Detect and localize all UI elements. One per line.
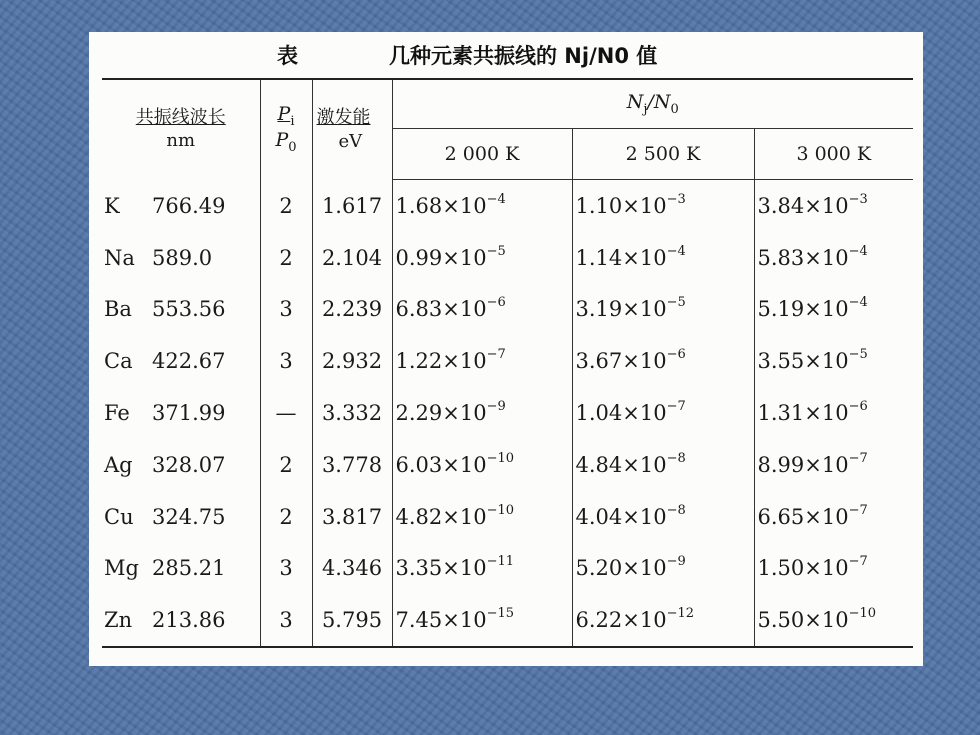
ratio-value-cell (392, 335, 572, 387)
ratio-value-cell (392, 387, 572, 439)
ratio-mantissa: 1.31×10 (757, 401, 849, 426)
ratio-mantissa: 3.55×10 (757, 349, 849, 374)
wavelength-value: 371.99 (152, 401, 226, 426)
element-symbol: Mg (104, 556, 139, 581)
resonance-line-table (102, 78, 913, 648)
header-temp-2000: 2 000 K (392, 129, 572, 180)
header-excitation-energy (312, 79, 392, 180)
table-row (102, 594, 913, 647)
ratio-mantissa: 8.99×10 (757, 452, 849, 477)
weight-ratio-cell: 2 (260, 232, 312, 284)
ratio-value-cell (754, 543, 913, 595)
ratio-mantissa: 6.22×10 (575, 608, 667, 633)
element-symbol: Fe (104, 401, 130, 426)
element-cell (102, 491, 260, 543)
ratio-value-cell (754, 387, 913, 439)
slide-content (89, 32, 923, 666)
ratio-exponent: −5 (848, 347, 868, 363)
ratio-exponent: −5 (486, 243, 506, 259)
ratio-mantissa: 3.84×10 (757, 193, 849, 218)
wavelength-value: 422.67 (152, 349, 226, 374)
ratio-exponent: −3 (848, 191, 868, 207)
ratio-value-cell (572, 180, 754, 232)
weight-ratio-cell: 3 (260, 284, 312, 336)
ratio-value-cell (572, 491, 754, 543)
ratio-mantissa: 4.82×10 (395, 504, 487, 529)
ratio-exponent: −7 (666, 399, 686, 415)
ratio-mantissa: 5.20×10 (575, 556, 667, 581)
table-row (102, 491, 913, 543)
header-temp-3000: 3 000 K (754, 129, 913, 180)
ratio-mantissa: 3.35×10 (395, 556, 487, 581)
ratio-exponent: −4 (848, 243, 868, 259)
ratio-value-cell (754, 439, 913, 491)
ratio-mantissa: 1.10×10 (575, 193, 667, 218)
element-symbol: Ba (104, 297, 132, 322)
ratio-value-cell (392, 180, 572, 232)
wavelength-value: 285.21 (152, 556, 226, 581)
excitation-energy-cell: 1.617 (312, 180, 392, 232)
ratio-value-cell (572, 284, 754, 336)
table-row (102, 387, 913, 439)
ratio-exponent: −10 (848, 606, 877, 622)
ratio-mantissa: 5.19×10 (757, 297, 849, 322)
element-cell (102, 387, 260, 439)
ratio-exponent: −7 (848, 554, 868, 570)
caption-label: 表 (277, 44, 298, 68)
ratio-value-cell (392, 232, 572, 284)
header-ratio: $N_j/N_0$ (392, 79, 913, 129)
ratio-value-cell (754, 491, 913, 543)
wavelength-value: 324.75 (152, 504, 226, 529)
table-row (102, 335, 913, 387)
header-wavelength-unit: nm (166, 129, 196, 151)
ratio-value-cell (754, 335, 913, 387)
ratio-value-cell (392, 594, 572, 647)
wavelength-value: 589.0 (152, 245, 213, 270)
ratio-exponent: −7 (848, 450, 868, 466)
ratio-exponent: −7 (486, 347, 506, 363)
header-wavelength (102, 79, 260, 180)
ratio-exponent: −4 (848, 295, 868, 311)
ratio-exponent: −8 (666, 502, 686, 518)
ratio-exponent: −5 (666, 295, 686, 311)
ratio-mantissa: 5.83×10 (757, 245, 849, 270)
ratio-value-cell (392, 284, 572, 336)
element-symbol: Na (104, 245, 135, 270)
excitation-energy-cell: 2.104 (312, 232, 392, 284)
excitation-energy-cell: 3.778 (312, 439, 392, 491)
header-pi: $P_i$ (277, 103, 295, 129)
excitation-energy-cell: 3.817 (312, 491, 392, 543)
element-cell (102, 439, 260, 491)
ratio-mantissa: 6.65×10 (757, 504, 849, 529)
ratio-exponent: −6 (486, 295, 506, 311)
ratio-value-cell (392, 439, 572, 491)
ratio-value-cell (392, 491, 572, 543)
ratio-value-cell (572, 543, 754, 595)
table-caption (89, 38, 923, 72)
table-row (102, 543, 913, 595)
element-symbol: Cu (104, 504, 134, 529)
ratio-mantissa: 3.67×10 (575, 349, 667, 374)
element-cell (102, 335, 260, 387)
ratio-mantissa: 4.84×10 (575, 452, 667, 477)
ratio-exponent: −11 (486, 554, 515, 570)
ratio-mantissa: 5.50×10 (757, 608, 849, 633)
ratio-mantissa: 6.03×10 (395, 452, 487, 477)
wavelength-value: 328.07 (152, 452, 226, 477)
header-p0: $P_0$ (275, 128, 297, 155)
wavelength-value: 553.56 (152, 297, 226, 322)
ratio-value-cell (392, 543, 572, 595)
ratio-exponent: −3 (666, 191, 686, 207)
weight-ratio-cell: 3 (260, 543, 312, 595)
ratio-exponent: −10 (486, 450, 515, 466)
ratio-value-cell (572, 594, 754, 647)
ratio-mantissa: 2.29×10 (395, 401, 487, 426)
weight-ratio-cell: 2 (260, 180, 312, 232)
ratio-value-cell (754, 594, 913, 647)
ratio-mantissa: 1.68×10 (395, 193, 487, 218)
header-wavelength-label: 共振线波长 (135, 107, 226, 129)
ratio-mantissa: 3.19×10 (575, 297, 667, 322)
ratio-exponent: −8 (666, 450, 686, 466)
ratio-exponent: −6 (848, 399, 868, 415)
header-statistical-weight (260, 79, 312, 180)
ratio-exponent: −4 (486, 191, 506, 207)
ratio-mantissa: 0.99×10 (395, 245, 487, 270)
weight-ratio-cell: 2 (260, 491, 312, 543)
element-cell (102, 180, 260, 232)
element-cell (102, 594, 260, 647)
element-cell (102, 543, 260, 595)
ratio-exponent: −7 (848, 502, 868, 518)
header-energy-unit: eV (338, 130, 363, 152)
ratio-exponent: −10 (486, 502, 515, 518)
ratio-exponent: −4 (666, 243, 686, 259)
element-symbol: K (104, 193, 120, 218)
ratio-mantissa: 4.04×10 (575, 504, 667, 529)
ratio-mantissa: 6.83×10 (395, 297, 487, 322)
ratio-exponent: −12 (666, 606, 695, 622)
ratio-mantissa: 1.50×10 (757, 556, 849, 581)
excitation-energy-cell: 5.795 (312, 594, 392, 647)
ratio-value-cell (572, 335, 754, 387)
ratio-exponent: −9 (486, 399, 506, 415)
excitation-energy-cell: 2.239 (312, 284, 392, 336)
table-row (102, 439, 913, 491)
excitation-energy-cell: 2.932 (312, 335, 392, 387)
element-symbol: Ag (104, 452, 133, 477)
header-temp-2500: 2 500 K (572, 129, 754, 180)
header-energy-label: 激发能 (316, 107, 371, 129)
element-cell (102, 284, 260, 336)
table-body (102, 180, 913, 648)
ratio-value-cell (754, 284, 913, 336)
caption-title: 几种元素共振线的 Nj/N0 值 (389, 44, 658, 68)
wavelength-value: 766.49 (152, 193, 226, 218)
ratio-value-cell (572, 387, 754, 439)
weight-ratio-cell: — (260, 387, 312, 439)
ratio-mantissa: 1.04×10 (575, 401, 667, 426)
ratio-mantissa: 1.22×10 (395, 349, 487, 374)
ratio-value-cell (572, 232, 754, 284)
excitation-energy-cell: 4.346 (312, 543, 392, 595)
wavelength-value: 213.86 (152, 608, 226, 633)
element-cell (102, 232, 260, 284)
ratio-value-cell (754, 232, 913, 284)
ratio-mantissa: 7.45×10 (395, 608, 487, 633)
weight-ratio-cell: 3 (260, 594, 312, 647)
ratio-mantissa: 1.14×10 (575, 245, 667, 270)
ratio-value-cell (572, 439, 754, 491)
table-row (102, 284, 913, 336)
ratio-exponent: −6 (666, 347, 686, 363)
weight-ratio-cell: 2 (260, 439, 312, 491)
ratio-exponent: −9 (666, 554, 686, 570)
ratio-exponent: −15 (486, 606, 515, 622)
excitation-energy-cell: 3.332 (312, 387, 392, 439)
element-symbol: Zn (104, 608, 133, 633)
table-row (102, 180, 913, 232)
weight-ratio-cell: 3 (260, 335, 312, 387)
element-symbol: Ca (104, 349, 133, 374)
ratio-value-cell (754, 180, 913, 232)
table-row (102, 232, 913, 284)
